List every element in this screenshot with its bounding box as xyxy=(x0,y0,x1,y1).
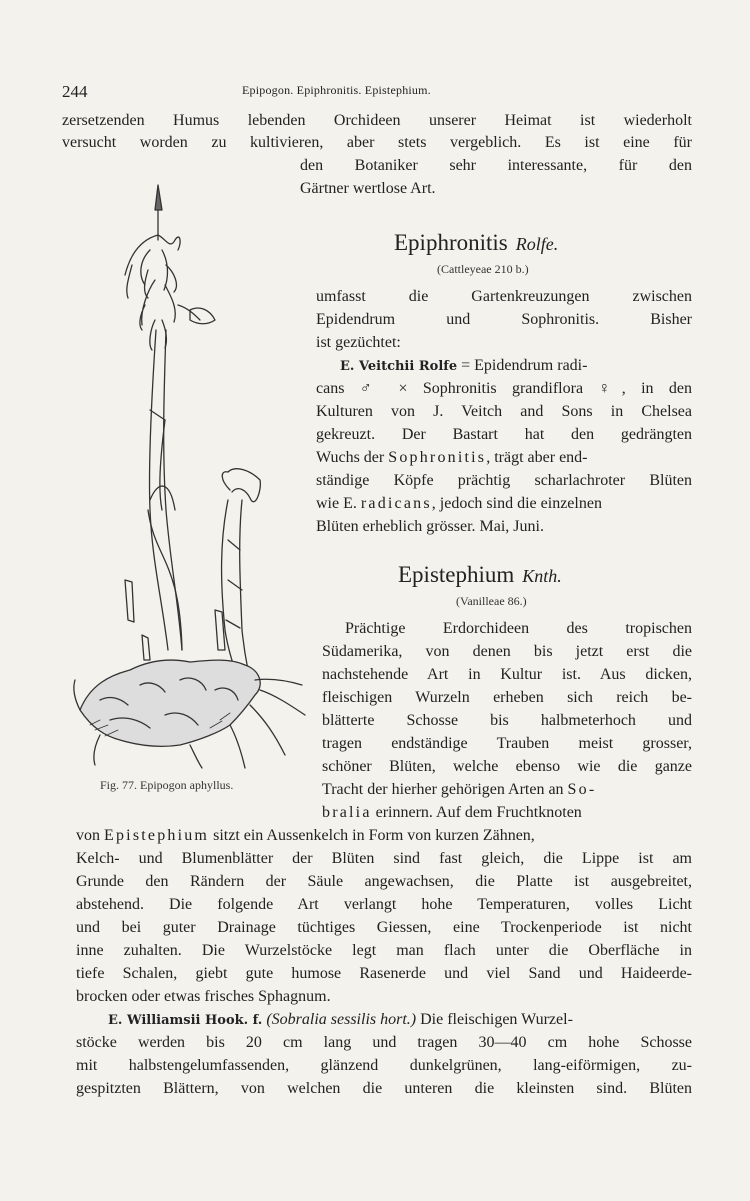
text-fragment: Wuchs der xyxy=(316,449,389,466)
species-line xyxy=(340,355,692,378)
page-header xyxy=(62,80,692,104)
body-line: mit halbstengelumfassenden, glänzend dunkelgrünen, lang-eiförmigen, zu- xyxy=(76,1057,692,1074)
body-line xyxy=(316,447,588,469)
body-line: brocken oder etwas frisches Sphagnum. xyxy=(76,988,331,1005)
species-text: = Epidendrum radi- xyxy=(457,357,588,374)
species-name: E. Veitchii Rolfe xyxy=(340,359,458,374)
body-line: Kelch- und Blumenblätter der Blüten sind fast gleich, die Lippe ist am xyxy=(76,850,692,867)
species-name: E. Williamsii Hook. f. xyxy=(108,1013,263,1028)
intro-line: Gärtner wertlose Art. xyxy=(300,180,436,197)
species-line xyxy=(108,1009,692,1032)
body-line: tragen endständige Trauben meist grosser, xyxy=(322,735,692,752)
text-fragment: erinnern. Auf dem Fruchtknoten xyxy=(371,804,582,821)
genus-author: Rolfe. xyxy=(515,234,559,254)
body-line: Epidendrum und Sophronitis. Bisher xyxy=(316,311,692,328)
orchid-illustration xyxy=(70,180,315,770)
body-line xyxy=(76,825,535,847)
body-line: fleischigen Wurzeln erheben sich reich be- xyxy=(322,689,692,706)
figure-caption: Fig. 77. Epipogon aphyllus. xyxy=(100,778,234,792)
text-fragment: Tracht der hierher gehörigen Arten an xyxy=(322,781,568,798)
body-line: stöcke werden bis 20 cm lang und tragen 30—40 cm hohe Schosse xyxy=(76,1034,692,1051)
body-line: und bei guter Drainage tüchtiges Giessen, eine Trockenperiode ist nicht xyxy=(76,919,692,936)
genus-name: Epiphronitis xyxy=(394,230,508,255)
spaced-name: So- xyxy=(567,781,597,798)
intro-line: versucht worden zu kultivieren, aber stets vergeblich. Es ist eine für xyxy=(62,134,692,151)
intro-line: zersetzenden Humus lebenden Orchideen unserer Heimat ist wiederholt xyxy=(62,112,692,129)
tribe-label: (Cattleyeae 210 b.) xyxy=(437,262,529,276)
text-fragment: von xyxy=(76,827,104,844)
body-line: Kulturen von J. Veitch and Sons in Chelsea xyxy=(316,403,692,420)
body-line: abstehend. Die folgende Art verlangt hohe Temperaturen, volles Licht xyxy=(76,896,692,913)
spaced-name: bralia xyxy=(322,804,372,821)
body-line: Prächtige Erdorchideen des tropischen xyxy=(345,620,692,637)
body-line: Blüten erheblich grösser. Mai, Juni. xyxy=(316,518,544,535)
body-line: cans ♂ × Sophronitis grandiflora ♀, in den xyxy=(316,380,692,397)
body-line: schöner Blüten, welche ebenso wie die ganze xyxy=(322,758,692,775)
genus-author: Knth. xyxy=(522,566,562,586)
page-number: 244 xyxy=(62,82,88,101)
genus-heading-epistephium xyxy=(398,562,562,588)
genus-name: Epistephium xyxy=(398,562,515,587)
body-line: blätterte Schosse bis halbmeterhoch und xyxy=(322,712,692,729)
body-line xyxy=(316,493,602,515)
body-line xyxy=(322,802,582,824)
text-fragment: sitzt ein Aussenkelch in Form von kurzen Zähnen, xyxy=(209,827,535,844)
body-line xyxy=(322,779,596,801)
species-synonym: (Sobralia sessilis hort.) xyxy=(266,1011,417,1028)
body-line: tiefe Schalen, giebt gute humose Rasenerde und viel Sand und Haideerde- xyxy=(76,965,692,982)
running-head: Epipogon. Epiphronitis. Epistephium. xyxy=(242,83,431,97)
body-line: Südamerika, von denen bis jetzt erst die xyxy=(322,643,692,660)
intro-line: den Botaniker sehr interessante, für den xyxy=(300,157,692,174)
body-line: Grunde den Rändern der Säule angewachsen, die Platte ist ausgebreitet, xyxy=(76,873,692,890)
body-line: umfasst die Gartenkreuzungen zwischen xyxy=(316,288,692,305)
body-line: gespitzten Blättern, von welchen die unteren die kleinsten sind. Blüten xyxy=(76,1080,692,1097)
body-line: ist gezüchtet: xyxy=(316,334,401,351)
body-line: gekreuzt. Der Bastart hat den gedrängten xyxy=(316,426,692,443)
body-line: inne zuhalten. Die Wurzelstöcke legt man flach unter die Oberfläche in xyxy=(76,942,692,959)
body-line: nachstehende Art in Kultur ist. Aus dicken, xyxy=(322,666,692,683)
spaced-name: radicans xyxy=(360,495,432,512)
spaced-name: Sophronitis xyxy=(388,449,487,466)
tribe-label: (Vanilleae 86.) xyxy=(456,594,527,608)
genus-heading-epiphronitis xyxy=(394,230,558,256)
species-text: Die fleischigen Wurzel- xyxy=(416,1011,573,1028)
spaced-name: Epistephium xyxy=(104,827,210,844)
text-fragment: wie E. xyxy=(316,495,361,512)
body-line: ständige Köpfe prächtig scharlachroter Blüten xyxy=(316,472,692,489)
text-fragment: , trägt aber end- xyxy=(486,449,588,466)
text-fragment: , jedoch sind die einzelnen xyxy=(431,495,602,512)
